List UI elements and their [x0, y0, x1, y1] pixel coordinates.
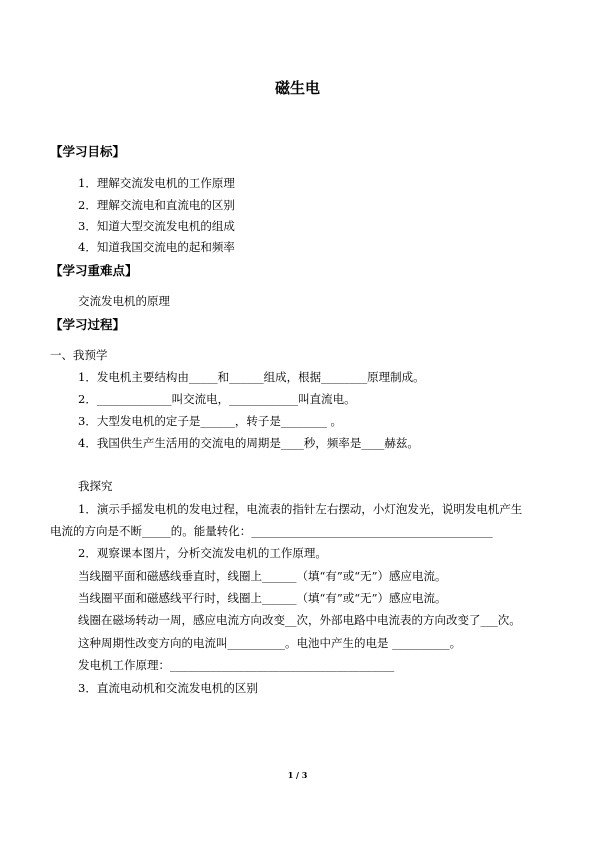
goal-item: 1．理解交流发电机的工作原理: [78, 176, 235, 190]
preview-item: 1．发电机主要结构由_____和______组成，根据________原理制成。: [78, 370, 425, 384]
explore-item-3: 3．直流电动机和交流发电机的区别: [78, 681, 258, 695]
key-points-text: 交流发电机的原理: [78, 294, 170, 308]
explore-line-c: 线圈在磁场转动一周，感应电流方向改变__次，外部电路中电流表的方向改变了___次。: [78, 613, 521, 627]
explore-label: 我探究: [78, 479, 113, 493]
explore-line-b: 当线圈平面和磁感线平行时，线圈上______（填“有”或“无”）感应电流。: [78, 591, 447, 605]
explore-item-1-line-2: 电流的方向是不断_____的。能量转化：__________________________________________: [50, 524, 493, 538]
key-points-heading: 【学习重难点】: [50, 263, 138, 278]
goals-heading: 【学习目标】: [50, 144, 126, 159]
explore-line-d: 这种周期性改变方向的电流叫__________。电池中产生的电是 __________。: [78, 636, 462, 650]
explore-item-2: 2．观察课本图片，分析交流发电机的工作原理。: [78, 546, 327, 560]
preview-item: 3．大型发电机的定子是______，转子是________ 。: [78, 414, 342, 428]
preview-item: 4．我国供生产生活用的交流电的周期是____秒，频率是____赫兹。: [78, 436, 419, 450]
explore-item-1-line-1: 1．演示手摇发电机的发电过程，电流表的指针左右摆动，小灯泡发光，说明发电机产生: [78, 502, 523, 516]
preview-item: 2．_____________叫交流电，____________叫直流电。: [78, 392, 356, 406]
goal-item: 4．知道我国交流电的起和频率: [78, 240, 235, 254]
explore-line-a: 当线圈平面和磁感线垂直时，线圈上______（填“有”或“无”）感应电流。: [78, 569, 447, 583]
preview-label: 一、我预学: [50, 348, 108, 362]
process-heading: 【学习过程】: [50, 317, 126, 332]
page-title: 磁生电: [274, 79, 320, 97]
goal-item: 2．理解交流电和直流电的区别: [78, 198, 235, 212]
page-number: 1 / 3: [287, 770, 308, 780]
explore-line-e: 发电机工作原理：_______________________________________: [78, 658, 395, 672]
goal-item: 3．知道大型交流发电机的组成: [78, 219, 235, 233]
